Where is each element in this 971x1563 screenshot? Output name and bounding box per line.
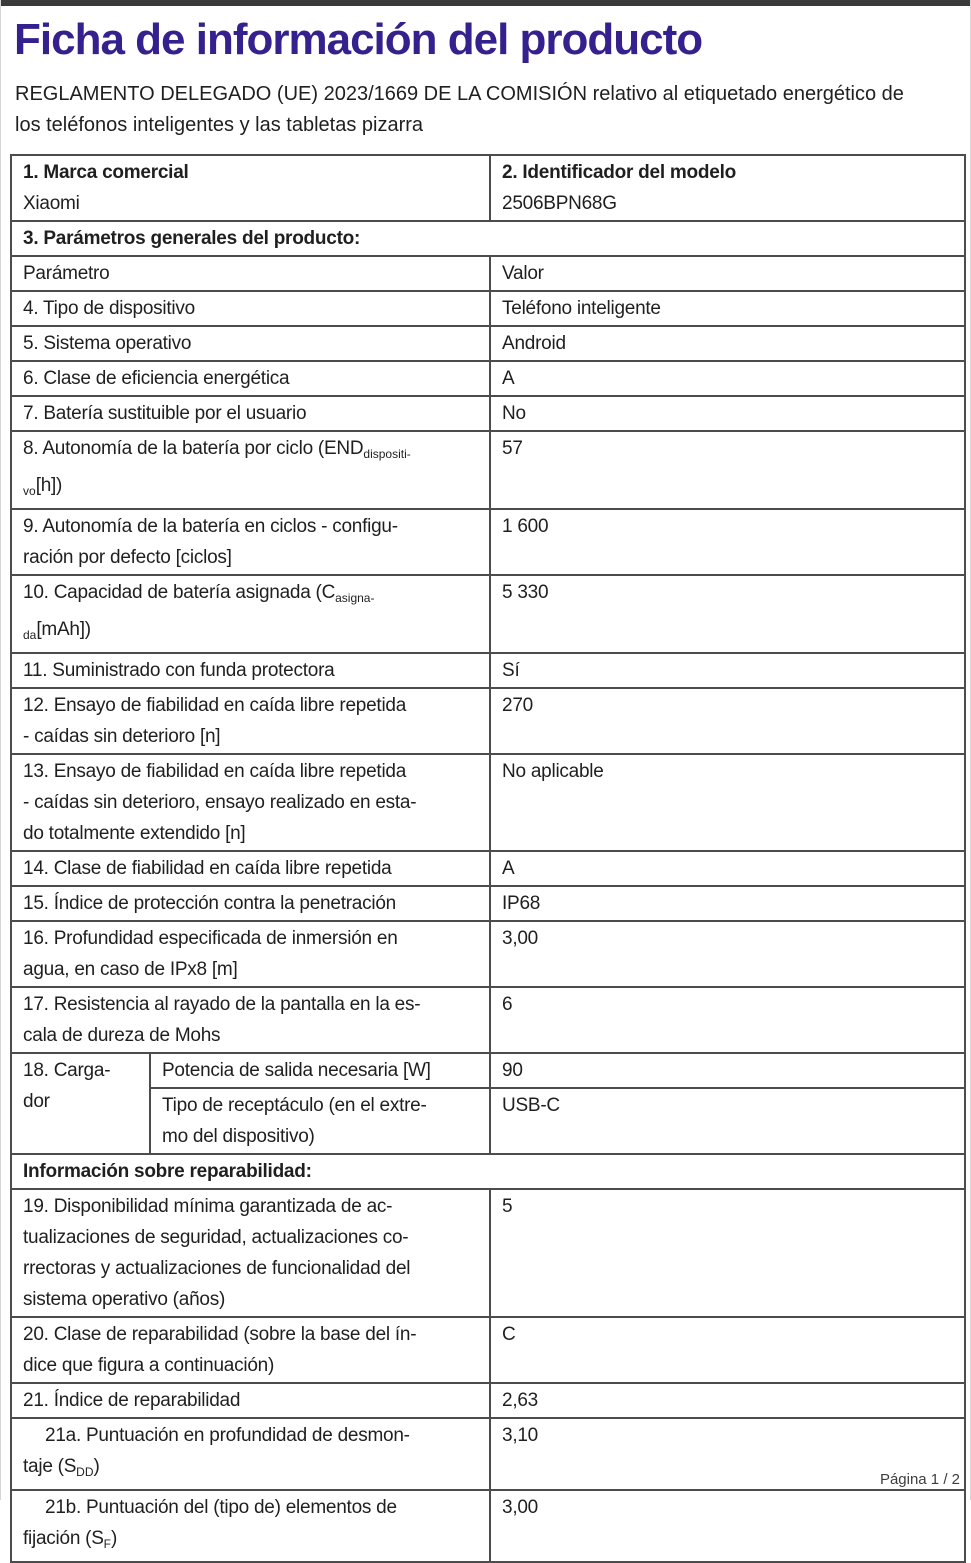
table-row [11, 851, 965, 886]
subscript-text: dispositi- [363, 447, 411, 461]
param-value-cell: 3,00 [490, 1490, 965, 1562]
param-value-cell: Teléfono inteligente [490, 291, 965, 326]
table-row [11, 431, 965, 509]
param-value-cell: USB-C [490, 1088, 965, 1154]
table-row [11, 1088, 965, 1154]
param-value-cell: A [490, 851, 965, 886]
product-fiche-page [1, 15, 970, 1563]
param-value-cell: 1 600 [490, 509, 965, 575]
param-label-cell: 4. Tipo de dispositivo [11, 291, 490, 326]
param-value-cell: 5 [490, 1189, 965, 1317]
table-row [11, 987, 965, 1053]
param-label-cell: 20. Clase de reparabilidad (sobre la base del ín- dice que figura a continuación) [11, 1317, 490, 1383]
table-row [11, 361, 965, 396]
param-label-cell: 10. Capacidad de batería asignada ($C_{asigna-}$ $_{da}$[mAh]) [11, 575, 490, 653]
param-value-cell: Android [490, 326, 965, 361]
table-row [11, 221, 965, 256]
param-value-cell: 2,63 [490, 1383, 965, 1418]
param-label-cell: 17. Resistencia al rayado de la pantalla en la es- cala de dureza de Mohs [11, 987, 490, 1053]
table-row [11, 291, 965, 326]
table-row [11, 1418, 965, 1490]
page-footer: Página 1 / 2 [879, 1471, 960, 1488]
cell-label: 1. Marca comercial [23, 162, 189, 183]
param-label-cell: 21a. Puntuación en profundidad de desmon- taje $(S_{DD})$ [11, 1418, 490, 1490]
param-value-cell: Valor [490, 256, 965, 291]
model-cell [490, 155, 965, 221]
page-top-border [1, 0, 970, 6]
param-label-cell: Parámetro [11, 256, 490, 291]
param-label-cell: 21b. Puntuación del (tipo de) elementos de fijación $(S_F)$ [11, 1490, 490, 1562]
param-value-cell: 3,00 [490, 921, 965, 987]
table-row [11, 256, 965, 291]
brand-cell [11, 155, 490, 221]
param-value-cell: 270 [490, 688, 965, 754]
param-value-cell: No [490, 396, 965, 431]
regulation-subtitle-line2: los teléfonos inteligentes y las tabletas pizarra [15, 114, 424, 136]
regulation-subtitle [15, 79, 961, 141]
table-row [11, 921, 965, 987]
param-label-cell: 16. Profundidad especificada de inmersión en agua, en caso de IPx8 [m] [11, 921, 490, 987]
table-row [11, 653, 965, 688]
param-value-cell: 6 [490, 987, 965, 1053]
param-label-cell: 7. Batería sustituible por el usuario [11, 396, 490, 431]
product-table-body [11, 155, 965, 1562]
param-label-cell: 13. Ensayo de fiabilidad en caída libre repetida - caídas sin deterioro, ensayo realizado en esta- do totalmente extendido [n] [11, 754, 490, 851]
param-label-cell: 19. Disponibilidad mínima garantizada de ac- tualizaciones de seguridad, actualizaciones co- rrectoras y actualizaciones de funcionalidad del sistema operativo (años) [11, 1189, 490, 1317]
subscript-text: asigna- [335, 591, 375, 605]
table-row [11, 1383, 965, 1418]
page-title: Ficha de información del producto [14, 15, 703, 64]
param-label-cell: 9. Autonomía de la batería en ciclos - configu- ración por defecto [ciclos] [11, 509, 490, 575]
param-label-cell: Tipo de receptáculo (en el extre- mo del dispositivo) [150, 1088, 490, 1154]
subscript-text: da [23, 628, 37, 642]
section-header-cell: Información sobre reparabilidad: [11, 1154, 965, 1189]
table-row [11, 1490, 965, 1562]
subscript-text: F [103, 1537, 112, 1551]
charger-label-cell: 18. Carga- dor [11, 1053, 150, 1154]
table-row [11, 155, 965, 221]
param-value-cell: C [490, 1317, 965, 1383]
param-value-cell: Sí [490, 653, 965, 688]
param-label-cell: Potencia de salida necesaria [W] [150, 1053, 490, 1088]
table-row [11, 575, 965, 653]
table-row [11, 396, 965, 431]
subscript-text: vo [23, 484, 36, 498]
table-row [11, 1154, 965, 1189]
param-label-cell: 5. Sistema operativo [11, 326, 490, 361]
section-header-cell: 3. Parámetros generales del producto: [11, 221, 965, 256]
param-value-cell: 5 330 [490, 575, 965, 653]
table-row [11, 326, 965, 361]
table-row [11, 1189, 965, 1317]
param-label-cell: 11. Suministrado con funda protectora [11, 653, 490, 688]
product-table [10, 154, 966, 1563]
cell-value: Xiaomi [23, 193, 80, 214]
param-label-cell: 8. Autonomía de la batería por ciclo ($END_{dispositi-}$ $_{vo}$[h]) [11, 431, 490, 509]
param-value-cell: 3,10 [490, 1418, 965, 1490]
param-value-cell: A [490, 361, 965, 396]
param-label-cell: 6. Clase de eficiencia energética [11, 361, 490, 396]
cell-label: 2. Identificador del modelo [502, 162, 736, 183]
table-row [11, 688, 965, 754]
table-row [11, 886, 965, 921]
param-label-cell: 12. Ensayo de fiabilidad en caída libre repetida - caídas sin deterioro [n] [11, 688, 490, 754]
param-label-cell: 14. Clase de fiabilidad en caída libre repetida [11, 851, 490, 886]
regulation-subtitle-line1: REGLAMENTO DELEGADO (UE) 2023/1669 DE LA COMISIÓN relativo al etiquetado energético de [15, 83, 904, 105]
cell-value: 2506BPN68G [502, 193, 617, 214]
table-row [11, 1317, 965, 1383]
table-row [11, 754, 965, 851]
param-value-cell: 57 [490, 431, 965, 509]
param-value-cell: IP68 [490, 886, 965, 921]
table-row [11, 1053, 965, 1088]
param-label-cell: 21. Índice de reparabilidad [11, 1383, 490, 1418]
param-value-cell: No aplicable [490, 754, 965, 851]
param-label-cell: 15. Índice de protección contra la penetración [11, 886, 490, 921]
table-row [11, 509, 965, 575]
subscript-text: DD [76, 1465, 94, 1479]
param-value-cell: 90 [490, 1053, 965, 1088]
